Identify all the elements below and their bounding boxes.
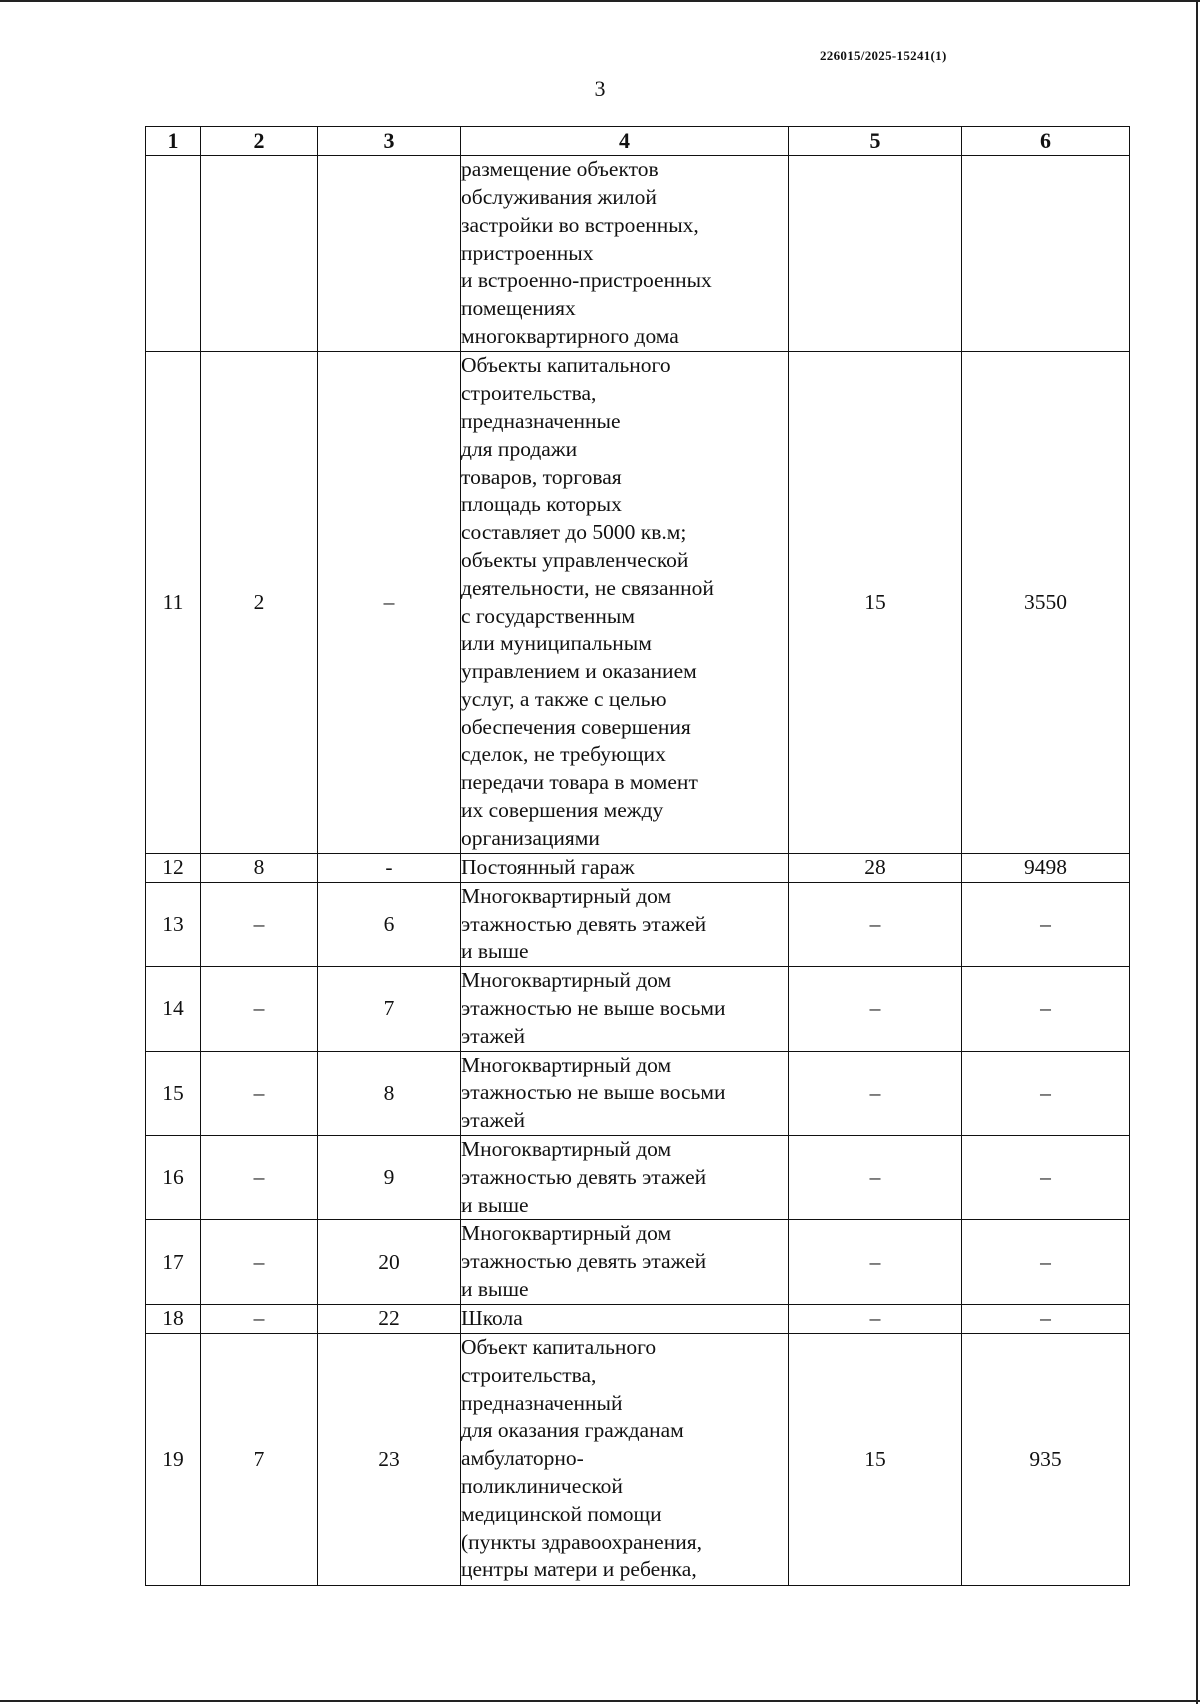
cell-col6: –	[962, 1304, 1130, 1333]
cell-col2: –	[201, 1051, 318, 1135]
col-header-4: 4	[461, 127, 789, 156]
col-header-1: 1	[146, 127, 201, 156]
table-row	[146, 1220, 1130, 1304]
cell-col2: 8	[201, 854, 318, 883]
page-border-top	[0, 0, 1200, 2]
cell-col6: –	[962, 1135, 1130, 1219]
cell-number: 18	[146, 1304, 201, 1333]
cell-col3: –	[318, 352, 461, 854]
cell-col5: –	[789, 882, 962, 966]
cell-col5: 15	[789, 1333, 962, 1585]
cell-col6: 935	[962, 1333, 1130, 1585]
page-border-right	[1196, 0, 1198, 1704]
cell-col6: –	[962, 882, 1130, 966]
cell-col6: –	[962, 967, 1130, 1051]
cell-col2: 2	[201, 352, 318, 854]
cell-col6: –	[962, 1220, 1130, 1304]
cell-col5: –	[789, 1051, 962, 1135]
cell-description: Многоквартирный дом этажностью не выше восьми этажей	[461, 967, 789, 1051]
table-row	[146, 1051, 1130, 1135]
cell-description: Многоквартирный дом этажностью девять этажей и выше	[461, 1220, 789, 1304]
table-row	[146, 882, 1130, 966]
cell-number: 11	[146, 352, 201, 854]
document-code: 226015/2025-15241(1)	[820, 48, 947, 63]
cell-col2: –	[201, 882, 318, 966]
cell-col5: –	[789, 1304, 962, 1333]
cell-number: 13	[146, 882, 201, 966]
cell-col6	[962, 156, 1130, 352]
cell-col3: -	[318, 854, 461, 883]
cell-col6: 3550	[962, 352, 1130, 854]
cell-description: Многоквартирный дом этажностью девять этажей и выше	[461, 882, 789, 966]
cell-col3: 22	[318, 1304, 461, 1333]
cell-col6: –	[962, 1051, 1130, 1135]
cell-col3: 9	[318, 1135, 461, 1219]
cell-number: 14	[146, 967, 201, 1051]
cell-col3: 6	[318, 882, 461, 966]
cell-col2: –	[201, 1135, 318, 1219]
cell-col3	[318, 156, 461, 352]
cell-description: Постоянный гараж	[461, 854, 789, 883]
cell-number: 15	[146, 1051, 201, 1135]
cell-col2: –	[201, 1304, 318, 1333]
table-row	[146, 1135, 1130, 1219]
cell-col3: 7	[318, 967, 461, 1051]
table-row	[146, 1304, 1130, 1333]
table-row	[146, 854, 1130, 883]
page-number: 3	[594, 76, 606, 101]
cell-description: Объекты капитального строительства, предназначенные для продажи товаров, торговая площадь которых составляет до 5000 кв.м; объекты управленческой деятельности, не связанной с государственным или муниципальным управлением и оказанием услуг, а также с целью обеспечения совершения сделок, не требующих передачи товара в момент их совершения между организациями	[461, 352, 789, 854]
cell-col5	[789, 156, 962, 352]
cell-col2	[201, 156, 318, 352]
table-row	[146, 352, 1130, 854]
cell-col3: 8	[318, 1051, 461, 1135]
cell-col5: 15	[789, 352, 962, 854]
col-header-2: 2	[201, 127, 318, 156]
cell-col2: –	[201, 967, 318, 1051]
cell-col3: 20	[318, 1220, 461, 1304]
cell-description: размещение объектов обслуживания жилой застройки во встроенных, пристроенных и встроенно-пристроенных помещениях многоквартирного дома	[461, 156, 789, 352]
table-header-row	[146, 127, 1130, 156]
page-border-bottom	[0, 1700, 1200, 1702]
cell-col5: 28	[789, 854, 962, 883]
table-row	[146, 1333, 1130, 1585]
cell-col6: 9498	[962, 854, 1130, 883]
table-row	[146, 156, 1130, 352]
cell-number: 12	[146, 854, 201, 883]
table-row	[146, 967, 1130, 1051]
cell-number: 19	[146, 1333, 201, 1585]
col-header-5: 5	[789, 127, 962, 156]
cell-description: Многоквартирный дом этажностью не выше восьми этажей	[461, 1051, 789, 1135]
cell-col5: –	[789, 1220, 962, 1304]
cell-number: 16	[146, 1135, 201, 1219]
col-header-6: 6	[962, 127, 1130, 156]
cell-col2: 7	[201, 1333, 318, 1585]
parcel-table	[145, 126, 1130, 1586]
cell-number: 17	[146, 1220, 201, 1304]
cell-number	[146, 156, 201, 352]
cell-col5: –	[789, 967, 962, 1051]
cell-col5: –	[789, 1135, 962, 1219]
cell-description: Многоквартирный дом этажностью девять этажей и выше	[461, 1135, 789, 1219]
col-header-3: 3	[318, 127, 461, 156]
cell-col2: –	[201, 1220, 318, 1304]
cell-col3: 23	[318, 1333, 461, 1585]
cell-description: Объект капитального строительства, предназначенный для оказания гражданам амбулаторно- поликлинической медицинской помощи (пункты здравоохранения, центры матери и ребенка,	[461, 1333, 789, 1585]
cell-description: Школа	[461, 1304, 789, 1333]
